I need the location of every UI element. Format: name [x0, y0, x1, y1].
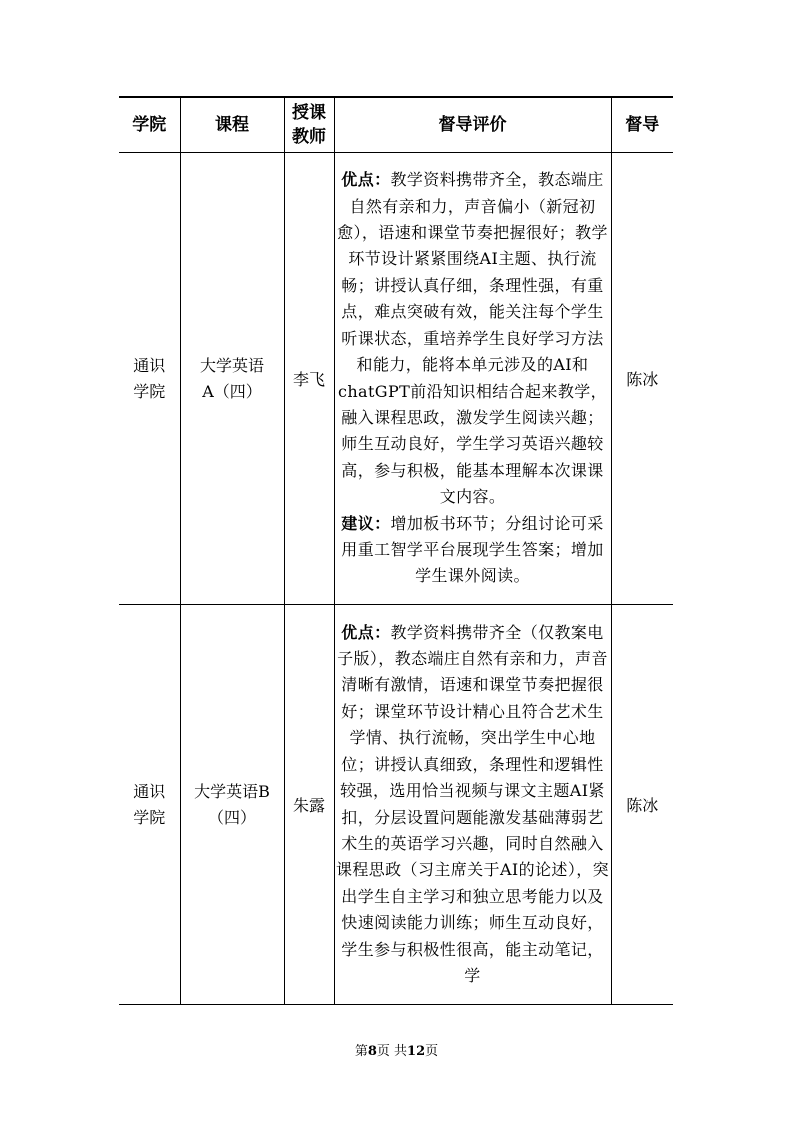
- table-row: [119, 605, 673, 1005]
- page-footer: [0, 1040, 793, 1059]
- header-course: 课程: [180, 97, 284, 153]
- cell-evaluation: [334, 605, 611, 1005]
- table-row: [119, 153, 673, 605]
- strengths-text: 教学资料携带齐全，教态端庄自然有亲和力，声音偏小（新冠初愈），语速和课堂节奏把握很好；教学环节设计紧紧围绕AI主题、执行流畅；讲授认真仔细，条理性强，有重点，难点突破有效，能关注每个学生听课状态，重培养学生良好学习方法和能力，能将本单元涉及的AI和chatGPT前沿知识相结合起来教学，融入课程思政，激发学生阅读兴趣；师生互动良好，学生学习英语兴趣较高，参与积极，能基本理解本次课课文内容。: [337, 170, 608, 507]
- header-college: 学院: [119, 97, 180, 153]
- footer-suffix: 页: [425, 1044, 439, 1059]
- evaluation-table: [119, 96, 673, 1005]
- header-teacher-line1: 授课: [292, 103, 326, 123]
- header-evaluation: 督导评价: [334, 97, 611, 153]
- footer-total-pages: 12: [407, 1044, 426, 1059]
- cell-course: [180, 153, 284, 605]
- course-line1: 大学英语B: [194, 781, 270, 801]
- course-line2: （四）: [207, 807, 256, 827]
- college-line1: 通识: [133, 355, 166, 375]
- table-header-row: [119, 97, 673, 153]
- suggestion-label: 建议：: [341, 513, 391, 533]
- college-line2: 学院: [133, 381, 166, 401]
- cell-teacher: 朱露: [284, 605, 334, 1005]
- cell-evaluation: [334, 153, 611, 605]
- cell-supervisor: 陈冰: [611, 605, 673, 1005]
- header-teacher: [284, 97, 334, 153]
- course-line2: A（四）: [202, 381, 262, 401]
- college-line1: 通识: [133, 781, 166, 801]
- cell-college: [119, 605, 180, 1005]
- cell-teacher: 李飞: [284, 153, 334, 605]
- header-teacher-line2: 教师: [292, 127, 326, 147]
- cell-course: [180, 605, 284, 1005]
- footer-prefix: 第: [354, 1044, 368, 1059]
- strengths-label: 优点：: [341, 170, 391, 190]
- strengths-label: 优点：: [341, 622, 391, 642]
- cell-college: [119, 153, 180, 605]
- suggestion-text: 增加板书环节；分组讨论可采用重工智学平台展现学生答案；增加学生课外阅读。: [341, 513, 604, 586]
- footer-middle: 页 共: [376, 1044, 408, 1059]
- header-supervisor: 督导: [611, 97, 673, 153]
- footer-page-number: 8: [367, 1044, 377, 1059]
- course-line1: 大学英语: [199, 355, 264, 375]
- college-line2: 学院: [133, 807, 166, 827]
- cell-supervisor: 陈冰: [611, 153, 673, 605]
- strengths-text: 教学资料携带齐全（仅教案电子版），教态端庄自然有亲和力，声音清晰有激情，语速和课堂节奏把握很好；课堂环节设计精心且符合艺术生学情、执行流畅，突出学生中心地位；讲授认真细致，条理性和逻辑性较强，选用恰当视频与课文主题AI紧扣，分层设置问题能激发基础薄弱艺术生的英语学习兴趣，同时自然融入课程思政（习主席关于AI的论述），突出学生自主学习和独立思考能力以及快速阅读能力训练；师生互动良好，学生参与积极性很高，能主动笔记，学: [335, 622, 610, 985]
